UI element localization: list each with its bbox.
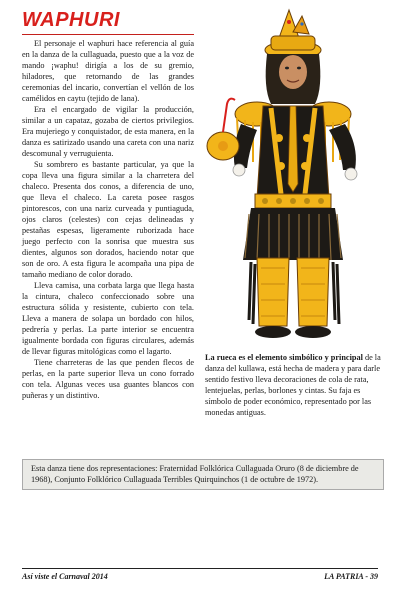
paragraph-3: Su sombrero es bastante particular, ya que la copa lleva una figura similar a la charretera del chaleco. Presenta dos conos, a diferencia de uno, que lleva el chaleco. La careta posee rasgos pintorescos, con una nariz curveada y puntiaguda, ojos claros (celestes) con cejas delineadas y pestañas espesas, ligeramente ruborizada hace juego perfecto con la sonrisa que muestra sus dientes, algunos son dorados, haciendo notar que son de oro. A esta figura le acompaña una pipa de tamaño mediano de color dorado. [22,160,194,279]
caption-text: de la danza del kullawa, está hecha de madera y para darle sentido festivo lleva decoraciones de cola de rata, lentejuelas, perlas, borlones y cintas. Su faja es símbolo de poder económico, representado por las monedas antiguas. [205,353,381,417]
article-body [22,38,194,401]
caption-lead: La rueca es el elemento simbólico y principal [205,353,363,362]
footer-publication: Así viste el Carnaval 2014 [22,572,108,581]
paragraph-5: Tiene charreteras de las que penden flecos de perlas, en la parte superior lleva un cono forrado con tela. Algunas veces usa guantes blancos con puñeras y un distintivo. [22,358,194,400]
paragraph-4: Lleva camisa, una corbata larga que llega hasta la cintura, chaleco confeccionado sobre una estructura sólida y resistente, cubierto con tela. Lleva a manera de solapa un bordado con hilos, pedrería y perlas. La parte interior se encuentra igualmente bordada con figuras circulares, además de llevar figuras mitológicas como el lagarto. [22,281,194,356]
photo-caption [205,352,383,418]
paragraph-1: El personaje el waphuri hace referencia al guía en la danza de la cullaguada, puesto que a la voz de mando ¡waphu! dirigía a los de su gremio, hiladores, que retornando de las grandes ceremonias del incario, convertían el vellón de los camélidos en caytu (tejido de lana). [22,39,194,103]
dance-representations-note: Esta danza tiene dos representaciones: Fraternidad Folklórica Cullaguada Oruro (8 de diciembre de 1968), Conjunto Folklórico Cullaguada Terribles Quirquinchos (1 de octubre de 1972). [22,459,384,490]
waphuri-dancer-photo [201,8,384,348]
footer-page-number: LA PATRIA - 39 [324,572,378,581]
title-underline [22,34,194,35]
footer-divider [22,568,378,569]
article-title: WAPHURI [22,9,120,31]
paragraph-2: Era el encargado de vigilar la producción, similar a un capataz, gozaba de ciertos privilegios. Era mujeriego y conquistador, de esta manera, en la danza es satirizado usando una careta con una nariz descomunal y verruguienta. [22,105,194,158]
